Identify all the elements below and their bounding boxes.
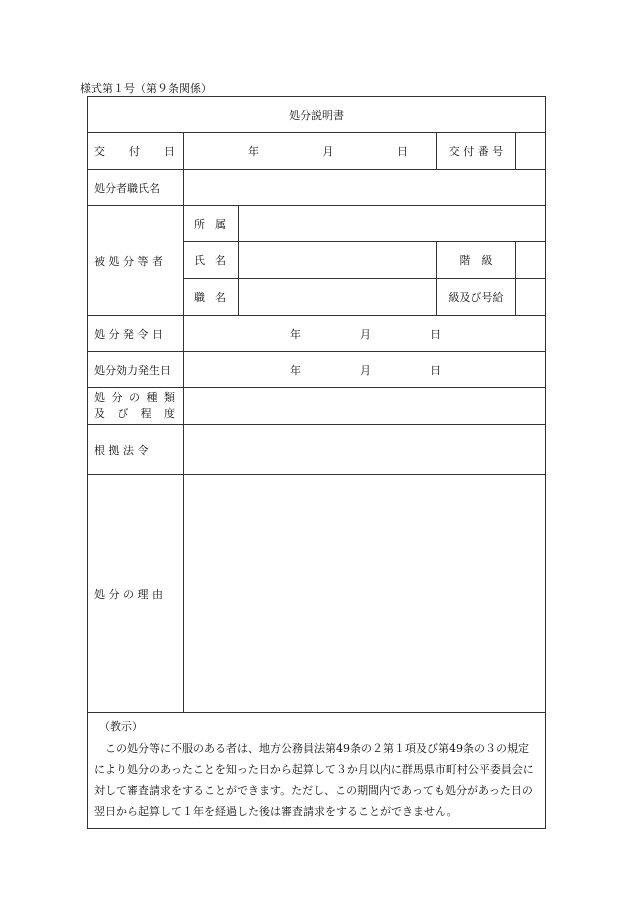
- position-field[interactable]: [239, 279, 437, 316]
- issue-date-char: 日: [164, 145, 175, 158]
- issue-number-field[interactable]: [516, 133, 545, 169]
- reason-field[interactable]: [184, 475, 546, 713]
- order-month-unit: 月: [360, 327, 372, 341]
- kind-char: び: [117, 407, 129, 420]
- name-label: [184, 242, 239, 279]
- kind-char: 程: [140, 407, 152, 420]
- notice-cell: [88, 713, 546, 829]
- kind-char: 度: [163, 407, 175, 420]
- issuer-field[interactable]: [184, 170, 546, 206]
- form-caption: 様式第１号（第９条関係）: [80, 82, 212, 95]
- issue-year-unit: 年: [248, 145, 259, 158]
- issuer-label: 処分者職氏名: [88, 170, 184, 206]
- kind-char: 及: [94, 407, 105, 420]
- basis-row: [88, 425, 546, 475]
- effective-date-label: 処分効力発生日: [88, 352, 184, 388]
- name-field[interactable]: [239, 242, 437, 279]
- basis-field[interactable]: [184, 425, 546, 475]
- kind-row: [88, 388, 546, 425]
- kind-char: 処: [94, 391, 105, 404]
- rank-field[interactable]: [516, 242, 545, 278]
- title-row: [88, 97, 546, 133]
- reason-label: 処 分 の 理 由: [88, 475, 184, 713]
- issue-row: [88, 133, 546, 170]
- affiliation-char: 属: [215, 217, 226, 231]
- name-char: 名: [215, 254, 226, 267]
- kind-field[interactable]: [184, 388, 546, 425]
- affiliation-char: 所: [194, 217, 205, 231]
- affiliation-label: [184, 206, 239, 242]
- order-date-field[interactable]: [184, 316, 546, 352]
- effective-year-unit: 年: [290, 363, 301, 377]
- order-day-unit: 日: [430, 327, 442, 341]
- order-date-label: 処 分 発 令 日: [88, 316, 184, 352]
- grade-cell: [437, 279, 546, 316]
- position-label: [184, 279, 239, 316]
- kind-label: [88, 388, 184, 425]
- subject-label-cell: [88, 206, 184, 316]
- name-char: 氏: [194, 254, 205, 267]
- order-date-row: [88, 316, 546, 352]
- issue-date-char: 交: [94, 145, 105, 158]
- issue-day-unit: 日: [397, 145, 408, 158]
- form-title: 処分説明書: [88, 97, 546, 133]
- issue-date-char: 付: [129, 145, 140, 158]
- effective-day-unit: 日: [430, 363, 442, 377]
- grade-field[interactable]: [516, 279, 545, 315]
- rank-cell: [437, 242, 546, 279]
- rank-label: 階 級: [437, 242, 516, 278]
- issue-number-label: 交 付 番 号: [437, 133, 516, 169]
- kind-char: 類: [164, 391, 175, 404]
- issue-date-label: [88, 133, 184, 170]
- kind-char: 分: [111, 391, 123, 404]
- reason-row: [88, 475, 546, 713]
- notice-row: [88, 713, 546, 829]
- subject-affiliation-row: [88, 206, 546, 242]
- kind-char: の: [129, 391, 140, 404]
- position-char: 職: [194, 291, 205, 304]
- affiliation-field[interactable]: [239, 206, 546, 242]
- effective-month-unit: 月: [360, 363, 372, 377]
- issuer-row: [88, 170, 546, 206]
- effective-date-field[interactable]: [184, 352, 546, 388]
- issue-month-unit: 月: [322, 145, 334, 158]
- basis-label: 根 拠 法 令: [88, 425, 184, 475]
- subject-label: 被 処 分 等 者: [94, 254, 163, 268]
- issue-date-field[interactable]: [184, 133, 437, 170]
- disposition-statement-form: [87, 96, 546, 829]
- notice-text: この処分等に不服のある者は、地方公務員法第49条の２第１項及び第49条の３の規定により処分のあったことを知った日から起算して３か月以内に群馬県市町村公平委員会に対して審査請求をすることができます。ただし、この期間内であっても処分があった日の翌日から起算して１年を経過した後は審査請求をすることができません。: [94, 742, 534, 818]
- order-year-unit: 年: [290, 327, 301, 341]
- notice-heading: （教示）: [99, 720, 143, 733]
- grade-label: 級及び号給: [437, 279, 516, 315]
- effective-date-row: [88, 352, 546, 388]
- issue-number-cell: [437, 133, 546, 170]
- position-char: 名: [215, 291, 226, 304]
- kind-char: 種: [146, 391, 158, 404]
